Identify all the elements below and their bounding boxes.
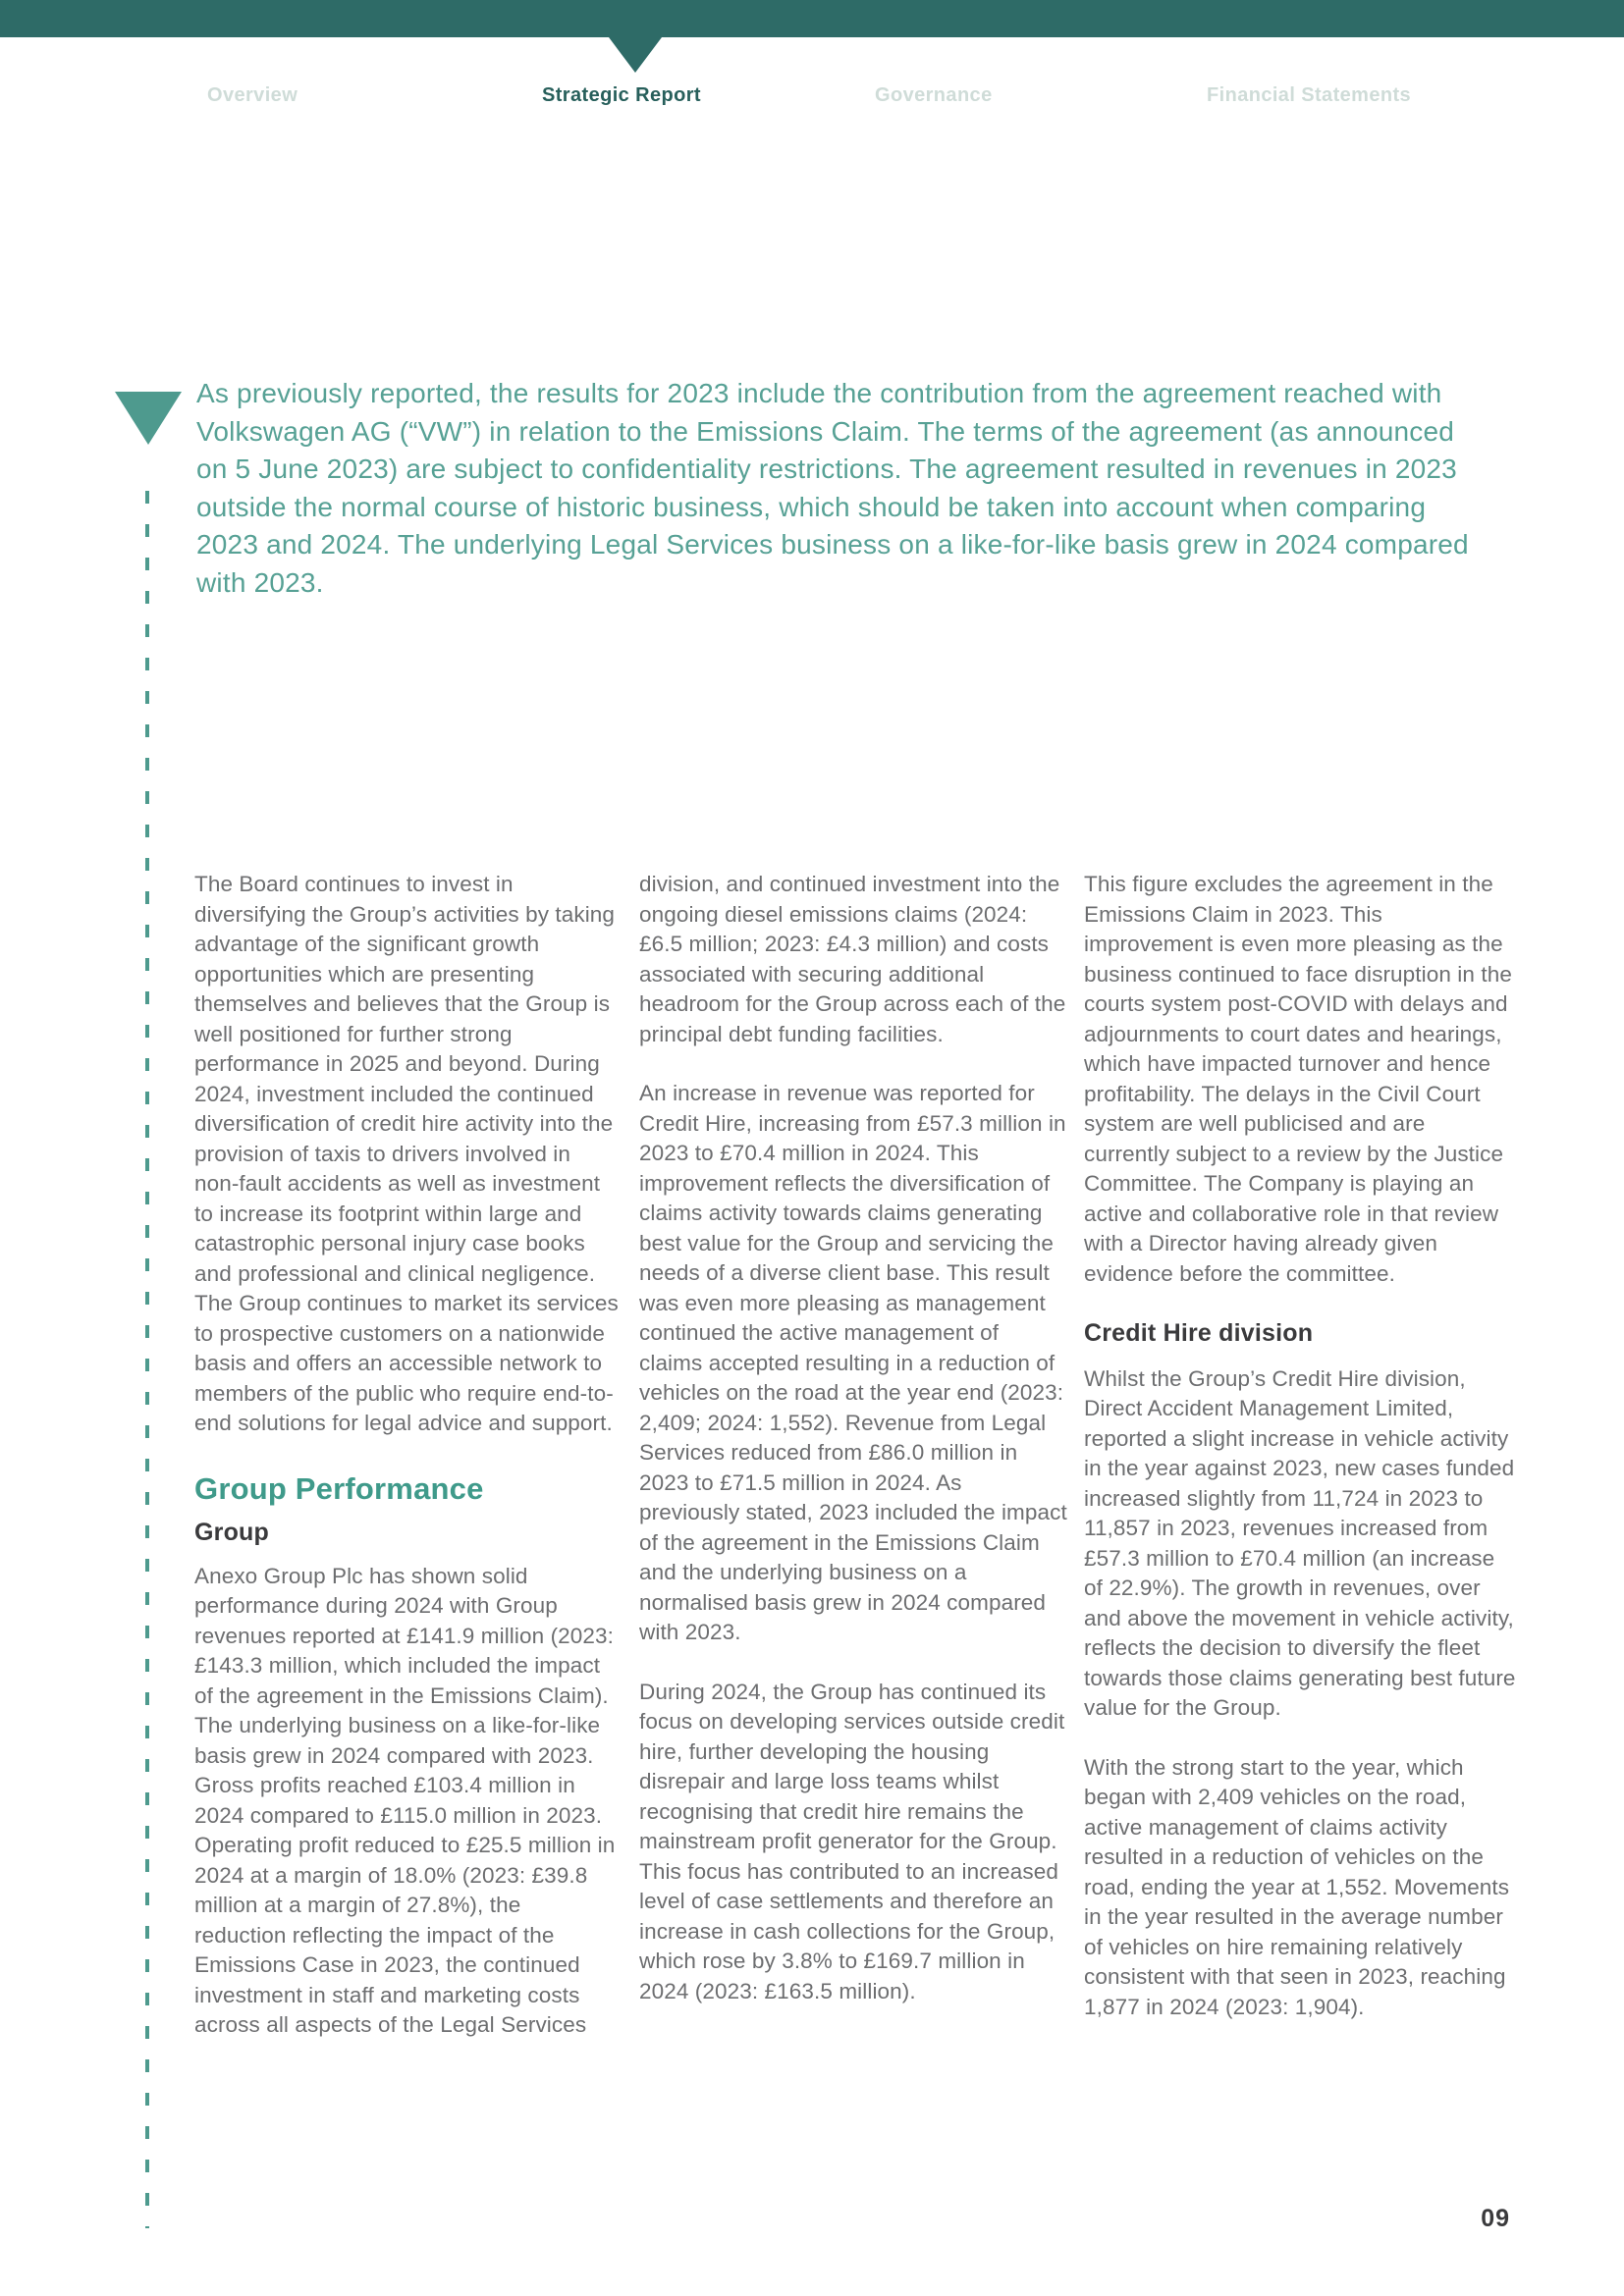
column1-paragraph-1: The Board continues to invest in diversifying the Group’s activities by taking advantage of the significant growth opportunities which are presenting themselves and believes that the Group is well positioned for further strong performance in 2025 and beyond. During 2024, investment included the continued diversification of credit hire activity into the provision of taxis to drivers involved in non-fault accidents as well as investment to increase its footprint within large and catastrophic personal injury case books and professional and clinical negligence. The Group continues to market its services to prospective customers on a nationwide basis and offers an accessible network to members of the public who require end-to-end solutions for legal advice and support. [194,872,619,1435]
nav-item-overview[interactable]: Overview [207,84,298,106]
intro-triangle-icon [115,392,182,445]
column-3 [1084,870,1516,2052]
column3-paragraph-1: This figure excludes the agreement in the Emissions Claim in 2023. This improvement is even more pleasing as the business continued to face disruption in the courts system post-COVID with delays and adjournments to court dates and hearings, which have impacted turnover and hence profitability. The delays in the Civil Court system are well publicised and are currently subject to a review by the Justice Committee. The Company is playing an active and collaborative role in that review with a Director having already given evidence before the committee. [1084,872,1512,1286]
nav-item-governance[interactable]: Governance [875,84,993,106]
column3-paragraph-3: With the strong start to the year, which began with 2,409 vehicles on the road, active management of claims activity resulted in a reduction of vehicles on the road, ending the year at 1,552. Movements in the year resulted in the average number of vehicles on hire remaining relatively consistent with that seen in 2023, reaching 1,877 in 2024 (2023: 1,904). [1084,1754,1510,2019]
nav-item-financial-statements[interactable]: Financial Statements [1207,84,1412,106]
top-bar [0,0,1624,37]
column-2 [639,870,1067,2036]
nav-item-strategic-report[interactable]: Strategic Report [542,84,701,106]
subheading-group: Group [194,1519,269,1546]
column-1 [194,870,619,2070]
column2-paragraph-1: division, and continued investment into the ongoing diesel emissions claims (2024: £6.5 million; 2023: £4.3 million) and costs associated with securing additional headroom for the Group across each of the principal debt funding facilities. [639,872,1066,1046]
column1-paragraph-2: Anexo Group Plc has shown solid performance during 2024 with Group revenues reported at £141.9 million (2023: £143.3 million, which included the impact of the agreement in the Emissions Claim). The underlying business on a like-for-like basis grew in 2024 compared with 2023. Gross profits reached £103.4 million in 2024 compared to £115.0 million in 2023. Operating profit reduced to £25.5 million in 2024 at a margin of 18.0% (2023: £39.8 million at a margin of 27.8%), the reduction reflecting the impact of the Emissions Case in 2023, the continued investment in staff and marketing costs across all aspects of the Legal Services [194,1563,616,2037]
column3-paragraph-2: Whilst the Group’s Credit Hire division, Direct Accident Management Limited, reported a slight increase in vehicle activity in the year against 2023, new cases funded increased slightly from 11,724 in 2023 to 11,857 in 2023, revenues increased from £57.3 million to £70.4 million (an increase of 22.9%). The growth in revenues, over and above the movement in vehicle activity, reflects the decision to diversify the fleet towards those claims generating best future value for the Group. [1084,1365,1516,1720]
page-number: 09 [1481,2205,1510,2232]
intro-paragraph: As previously reported, the results for 2023 include the contribution from the agreement reached with Volkswagen AG (“VW”) in relation to the Emissions Claim. The terms of the agreement (as announced on 5 June 2023) are subject to confidentiality restrictions. The agreement resulted in revenues in 2023 outside the normal course of historic business, which should be taken into account when comparing 2023 and 2024. The underlying Legal Services business on a like-for-like basis grew in 2024 compared with 2023. [196,378,1469,598]
column2-paragraph-2: An increase in revenue was reported for Credit Hire, increasing from £57.3 million in 2023 to £70.4 million in 2024. This improvement reflects the diversification of claims activity towards claims generating best value for the Group and servicing the needs of a diverse client base. This result was even more pleasing as management continued the active management of claims accepted resulting in a reduction of vehicles on the road at the year end (2023: 2,409; 2024: 1,552). Revenue from Legal Services reduced from £86.0 million in 2023 to £71.5 million in 2024. As previously stated, 2023 included the impact of the agreement in the Emissions Claim and the underlying business on a normalised basis grew in 2024 compared with 2023. [639,1081,1067,1644]
active-tab-pointer-icon [609,37,662,73]
subheading-credit-hire-division: Credit Hire division [1084,1319,1314,1347]
vertical-dashed-rule [145,491,149,2228]
column2-paragraph-3: During 2024, the Group has continued its focus on developing services outside credit hire, further developing the housing disrepair and large loss teams whilst recognising that credit hire remains the mainstream profit generator for the Group. This focus has contributed to an increased level of case settlements and therefore an increase in cash collections for the Group, which rose by 3.8% to £169.7 million in 2024 (2023: £163.5 million). [639,1679,1065,2003]
section-heading-group-performance: Group Performance [194,1470,484,1506]
